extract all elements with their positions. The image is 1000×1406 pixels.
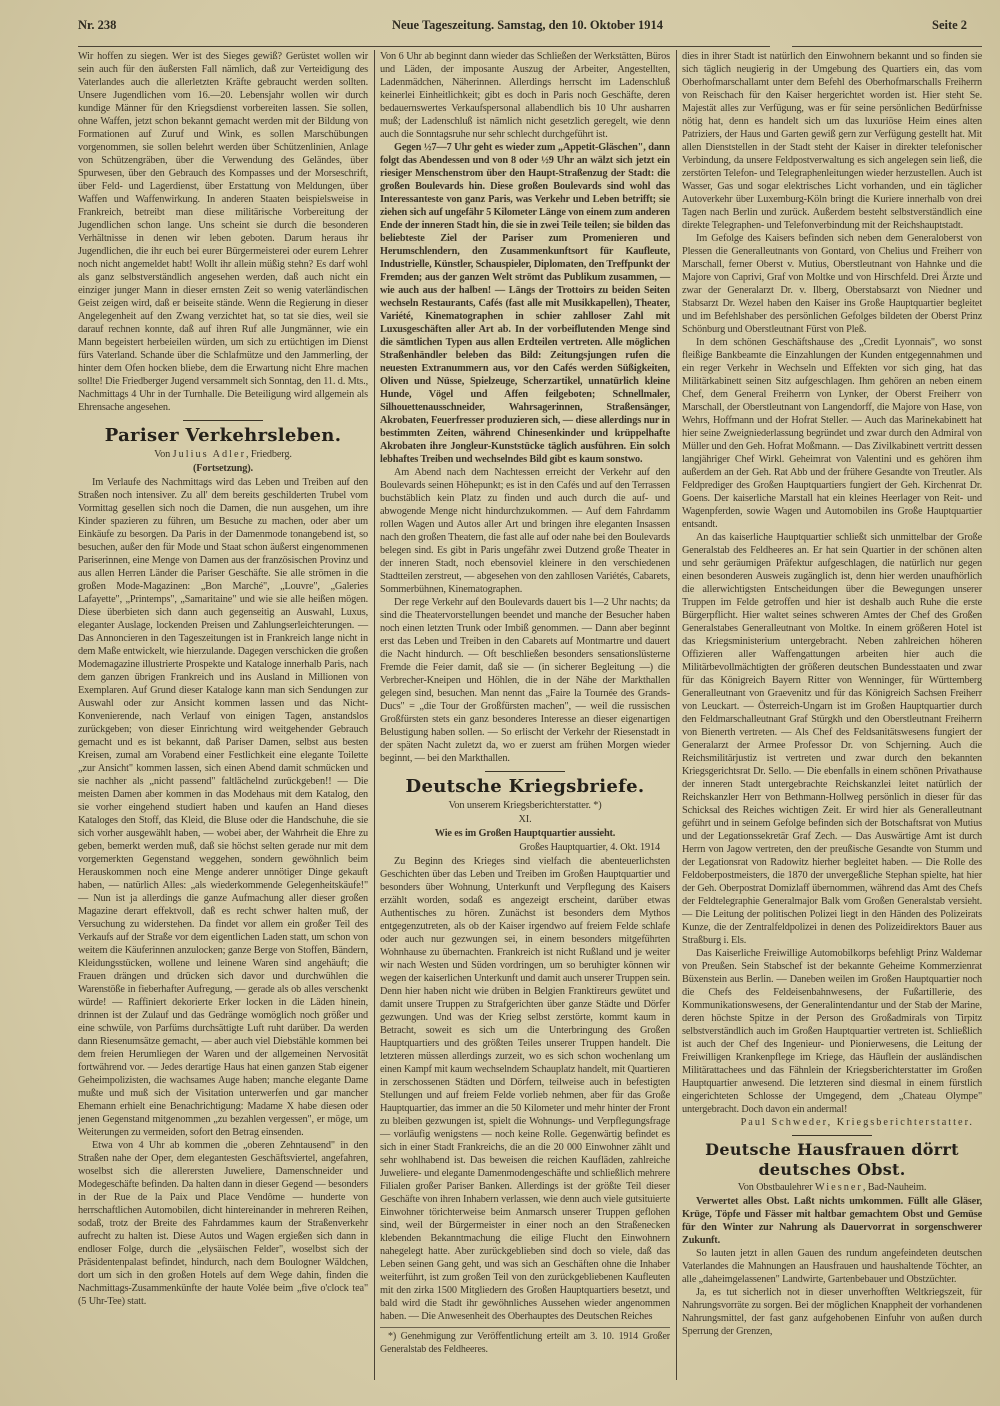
article-paragraph: Der rege Verkehr auf den Boulevards dauert bis 1—2 Uhr nachts; da sind die Theatervorstellungen beendet und manche der Besucher haben noch einen letzten Trunk oder Imbiß genommen. — Dann aber beginnt erst das Leben und Treiben in den Cabarets auf Montmartre und dauert die Nacht hindurch. — Oft beschließen besonders sensationslüsterne Fremde die Feier damit, daß sie — (in sicherer Begleitung —) die Verbrecher-Kneipen und Höhlen, die in der Nähe der Markthallen gelegen sind, besuchen. Man nennt das „Faire la Tournée des Grands-Ducs" = „die Tour der Großfürsten machen", — weil die russischen Großfürsten stets ein ganz besonderes Interesse an dieser eigenartigen Belustigung haben sollen. — So erlischt der Verkehr der Riesenstadt in der späten Nacht zuletzt da, wo er zuerst am frühen Morgen wieder beginnt, — bei den Markthallen. [380, 597, 670, 764]
article-paragraph: Gegen ½7—7 Uhr geht es wieder zum „Appetit-Gläschen", dann folgt das Abendessen und von 8 oder ½9 Uhr an wälzt sich jetzt ein riesiger Menschenstrom über den Haupt-Straßenzug der Stadt: die großen Boulevards hin. Diese großen Boulevards sind wohl das Interessanteste von ganz Paris, was Verkehr und Leben betrifft; sie ziehen sich auf ungefähr 5 Kilometer Länge von einem zum anderen Ende der inneren Stadt hin, die sie in zwei Teile teilen; sie bilden das beliebteste Ziel der Pariser zum Promenieren und Herumschlendern, den Zusammenkunftsort für Kaufleute, Industrielle, Künstler, Schauspieler, Diplomaten, den Treffpunkt der Fremden; aus der ganzen Welt strömt das Publikum zusammen, — wie auch aus der halben! — Längs der Trottoirs zu beiden Seiten wechseln Restaurants, Cafés (fast alle mit Musikkapellen), Theater, Variété, Kinematographen in schier zahlloser Zahl mit Luxusgeschäften aller Art ab. In der vorbeiflutenden Menge sind die sämtlichen Typen aus allen Erdteilen vertreten. Alle möglichen Straßenhändler beleben das Bild: Zeitungsjungen rufen die neuesten Extranummern aus, vor den Cafés werden Süßigkeiten, Oliven und Nüsse, Spielzeuge, Scherzartikel, unnatürlich kleine Hunde, Vögel und Affen feilgeboten; Schnellmaler, Silhouettenausschneider, Wahrsagerinnen, Straßensänger, Akrobaten, Feuerfresser produzieren sich, — diese allerdings nur in bestimmten Zeiten, während Chinesenkinder und krüppelhafte Akrobaten ihre Jongleur-Kunststücke täglich ausführen. Ein solch lebhaftes Treiben und wechselndes Bild gibt es kaum sonstwo. [380, 142, 670, 465]
dateline: Großes Hauptquartier, 4. Okt. 1914 [519, 842, 660, 853]
lead-paragraph: Verwertet alles Obst. Laßt nichts umkommen. Füllt alle Gläser, Krüge, Töpfe und Fässer mit haltbar gemachtem Obst und Gemüse für den Winter zur Nahrung als Dauervorrat in sorgenschwerer Zukunft. [682, 1196, 982, 1246]
article-paragraph: In dem schönen Geschäftshause des „Credit Lyonnais", wo sonst fleißige Bankbeamte die Einzahlungen der Kunden entgegennahmen und ein reger Verkehr in Wechseln und Effekten vor sich ging, hat das Militärkabinett seinen Sitz aufgeschlagen. Ihm gehören an neben einem Chef, dem General Freiherrn von Lynker, der Oberst Freiherr von Marschall, der Oberstleutnant von Langendorff, die Majore von Hase, von Wehrs, Hoffmann und der Hofrat Steller. — Auch das Marinekabinett hat hier seine Zweigniederlassung begründet und zwar durch den Admiral von Müller und den Geh. Hofrat Moßmann. — Das Zivilkabinett vertritt dessen langjähriger Chef Wirkl. Geheimrat von Valentini und es gehören ihm außerdem an der Geh. Rat Abb und der frühere Gesandte von Treutler. Als Feldprediger des Großen Hauptquartiers fungiert der Geh. Kirchenrat Dr. Goens. Der kaiserliche Marstall hat ein kleines Heerlager von Reit- und Wagenpferden, sowie Wagen und Automobilen ins Große Hauptquartier entsandt. [682, 337, 982, 530]
column-2 [380, 50, 670, 1356]
letter-number: XI. [518, 814, 532, 825]
column-3 [682, 50, 982, 1338]
continuation-note: (Fortsetzung). [193, 463, 253, 474]
author-name: Julius Adler [172, 449, 247, 460]
signature: Paul Schweder, Kriegsberichterstatter. [740, 1117, 974, 1128]
footnote: *) Genehmigung zur Veröffentlichung erteilt am 3. 10. 1914 Großer Generalstab des Feldheeres. [380, 1327, 670, 1356]
article-paragraph: An das kaiserliche Hauptquartier schließt sich unmittelbar der Große Generalstab des Feldheeres an. Er hat sein Quartier in der schönen alten und sehr geräumigen Präfektur aufgeschlagen, die natürlich nur gegen einen besonderen Ausweis zugänglich ist, denn hier werden unaufhörlich die allerwichtigsten Entscheidungen über die Bewegungen unserer Truppen im Felde getroffen und hier ist deshalb auch Ruhe die erste Bürgerpflicht. Hier waltet seines schweren Amtes der Chef des Großen Generalstabes Generalleutnant von Moltke. In einem größeren Hotel ist das Kriegsministerium untergebracht. Neben zahlreichen höheren Offizieren aller Waffengattungen arbeiten hier auch die Militärbevollmächtigten der größeren deutschen Bundesstaaten und zwar für das Königreich Bayern Ritter von Wenninger, für Württemberg Generalleutnant von Graevenitz und für das Königreich Sachsen Freiherr von Leuckart. — Österreich-Ungarn ist im Großen Hauptquartier durch den Feldmarschalleutnant Graf Stürgkh und den Oberstleutnant Freiherrn von Bienerth vertreten. — Als Chef des Feldsanitätswesens fungiert der Generalarzt der Armee Professor Dr. von Schjerning. Auch die Reichsmilitärjustiz ist vertreten und zwar durch den bekannten Kriegsgerichtsrat Dr. Sello. — Die ebenfalls in einem schönen Privathause der inneren Stadt untergebrachte Reichskanzlei leitet natürlich der Reichskanzler Herr von Bethmann-Hollweg persönlich in dieser für das Schicksal des Reiches wichtigen Zeit. Er wird hier als Generalleutnant geführt und in seinem Gefolge befinden sich der Botschaftsrat von Mutius und der Legationssekretär Graf Zech. — Das Auswärtige Amt ist durch Herrn von Jagow vertreten, den der preußische Gesandte von Stumm und der Legationsrat von Radowitz hierher begleitet haben. — Die Rolle des Feldoberpostmeisters, die 1870 der unvergeßliche Stephan spielte, hat hier der Geh. Oberpostrat Domizlaff übernommen, während das Amt des Chefs der Feldtelegraphie Generalmajor Balk vom Großen Generalstab versieht. — Die Leitung der politischen Polizei liegt in den Händen des Polizeirats Kunze, die der Zentralfeldpolizei in denen des Polizeidirektors Bauer aus Straßburg i. Els. [682, 532, 982, 946]
subtitle: Wie es im Großen Hauptquartier aussieht. [434, 828, 616, 839]
article-paragraph: Das Kaiserliche Freiwillige Automobilkorps befehligt Prinz Waldemar von Preußen. Sein Stabschef ist der bekannte Geheime Kommerzienrat Büxenstein aus Berlin. — Daneben weilen im Großen Hauptquartier noch die Chefs des Feldeisenbahnwesens, der Fußartillerie, des Kommunikationswesens, der Generalintendantur und der Stab der Marine, deren höchste Spitze in der Person des Großadmirals von Tirpitz selbstverständlich auch im Großen Hauptquartier vertreten ist. Schließlich ist auch der Chef des Ingenieur- und Pionierwesens, die Leitung der Freiwilligen Krankenpflege im Kriege, das Häuflein der ausländischen Militärattachees und das Fähnlein der Kriegsberichterstatter im Großen Hauptquartier anwesend. Die letzteren sind diesmal in einem fürstlich eingerichteten Schlosse der Umgegend, dem „Chateau Olympe" untergebracht. Doch davon ein andermal! [682, 948, 982, 1115]
byline: Von unserem Kriegsberichterstatter. *) [448, 800, 602, 811]
page-number: Seite 2 [932, 18, 968, 32]
byline [78, 448, 368, 461]
column-1 [78, 50, 368, 1308]
article-paragraph: Am Abend nach dem Nachtessen erreicht der Verkehr auf den Boulevards seinen Höhepunkt; es ist in den Cafés und auf den Terrassen buchstäblich kein Platz zu finden und auch durch die auf- und abwogende Menge nicht hindurchzukommen. — Auf dem Fahrdamm rollen Wagen und Autos aller Art und bringen ihre eleganten Insassen nach den großen Theatern, die fast alle auf oder nahe bei den Boulevards belegen sind. Es gibt in Paris ungefähr zwei Dutzend große Theater in der inneren Stadt, noch ebensoviel kleinere in den verschiedenen Stadtteilen zerstreut, — abgesehen von den zahllosen Variétés, Cabarets, Sommerbühnen, Kinematographen. [380, 467, 670, 595]
issue-number: Nr. 238 [78, 18, 117, 32]
byline-prefix: Von [154, 449, 171, 460]
column-divider [374, 50, 375, 1380]
column-divider [676, 50, 677, 1380]
byline [682, 1181, 982, 1194]
article-paragraph: Etwa von 4 Uhr ab kommen die „oberen Zehntausend" in den Straßen nahe der Oper, dem elegantesten Geschäftsviertel, angefahren, woselbst sich die allerersten Juweliere, Damenschneider und Modegeschäfte befinden. Da halten dann in dieser Gegend — besonders in der Rue de la Paix und Place Vendôme — hunderte von herrschaftlichen Automobilen, dicht hintereinander in mehreren Reihen, sodaß, trotz der Breite des Fahrdammes kaum der Straßenverkehr aufrecht zu halten ist. Diese Autos und Wagen ergießen sich dann in endloser Folge, durch die „elysäischen Felder", woselbst sich der Präsidentenpalast befindet, hindurch, nach dem Boulogner Wäldchen, dort um sich in den großen Hotels auf dem Wege dahin, finden die Nachmittags-Zusammenkünfte der haute Volée beim „five o'clock tea" (5 Uhr-Tee) statt. [78, 1140, 368, 1307]
article-paragraph: Ja, es tut sicherlich not in dieser unverhofften Weltkriegszeit, für Nahrungsvorräte zu sorgen. Bei der möglichen Knappheit der vorhandenen Nahrungsmittel, der fast ganz aufgehobenen Einfuhr von außen durch Sperrung der Grenzen, [682, 1287, 982, 1337]
headline-pariser-verkehrsleben: Pariser Verkehrsleben. [104, 425, 342, 446]
headline-deutsche-hausfrauen: Deutsche Hausfrauen dörrt deutsches Obst. [705, 1140, 959, 1179]
byline-prefix: Von Obstbaulehrer [737, 1182, 813, 1193]
author-place: , Friedberg. [246, 449, 292, 460]
author-place: , Bad-Nauheim. [862, 1182, 927, 1193]
masthead-title: Neue Tageszeitung. Samstag, den 10. Oktober 1914 [392, 18, 663, 32]
article-paragraph: So lauten jetzt in allen Gauen des rundum angefeindeten deutschen Vaterlandes die Mahnungen an Hausfrauen und haushaltende Töchter, an alle „daheimgelassenen" Landwirte, Gartenbebauer und Obstzüchter. [682, 1248, 982, 1285]
article-separator [792, 1135, 872, 1136]
intro-paragraph: Wir hoffen zu siegen. Wer ist des Sieges gewiß? Gerüstet wollen wir sein auch für den äußersten Fall nämlich, daß zur Verteidigung des Vaterlandes auch die allerletzten Kräfte gebraucht werden sollten. Unsere Jugendlichen vom 16.—20. Lebensjahr wollen wir durch kundige Männer für den Kriegsdienst vorbereiten lassen. Sie sollen, ohne Waffen, jetzt schon bekannt gemacht werden mit der Bildung von Formationen auf Zuruf und Wink, es sollen Marschübungen vorgenommen, sie sollen belehrt werden über Schützenlinien, Anlage von Schützengräben, über die Verwendung des Geländes, über Spurwesen, über den Gebrauch des Kompasses und der Morseschrift, über Feld- und Lagerdienst, über Erstattung von Meldungen, über Waffen und Waffenwirkung. In anderen Staaten beispielsweise in Frankreich, betreibt man diese militärische Vorbereitung der Jugendlichen schon lange. Uns scheint sie durch die besonderen Verhältnisse in denen wir leben geboten. Darum heraus ihr Jugendlichen, die ihr euch bei eurer Bürgermeisterei oder eurem Lehrer noch nicht angemeldet habt! Wollt ihr allein müßig stehn? Es darf wohl als ganz selbstverständlich angesehen werden, daß auch nicht ein einziger junger Mann in dieser ernsten Zeit so wenig vaterländischen Geist zeigen wird, daß er beiseite stände. Wenn die Regierung in dieser Angelegenheit auf den Zwang verzichtet hat, so tat sie dies, weil sie darauf rechnen konnte, daß auf ihren Ruf alle Jungmänner, wie ein Mann begeistert herbeieilen würden, um sich zu ertüchtigen im Dienst fürs Vaterland. Schande über die Schlafmütze und den Jammerling, der hinter dem Ofen hocken bliebe, dem die Erwartung nicht Ehre machen sollte! Die Friedberger Jugend versammelt sich Sonntag, den 11. d. Mts., Nachmittags 4 Uhr in der Turnhalle. Die Beteiligung wird allgemein als Ehrensache angesehen. [78, 51, 368, 413]
article-paragraph: Im Gefolge des Kaisers befinden sich neben dem Generaloberst von Plessen die Generalleutnants von Gontard, von Chelius und Freiherr von Marschall, ferner Oberst v. Mutius, Oberstleutnant von Hahnke und die Majore von Caprivi, Graf von Moltke und von Hirschfeld. Drei Ärzte und zwar der Generalarzt Dr. v. Ilberg, Oberstabsarzt von Niedner und Stabsarzt Dr. Wezel haben den Kaiser ins Große Hauptquartier begleitet und im Befehlshaber des persönlichen Gefolges bildeten der Oberst Prinz Schönburg und Oberstleutnant Fürst von Pleß. [682, 233, 982, 335]
article-separator [183, 420, 263, 421]
header-rule-right [792, 46, 982, 47]
headline-deutsche-kriegsbriefe: Deutsche Kriegsbriefe. [405, 776, 645, 797]
header-rule [78, 46, 770, 47]
article-paragraph: Zu Beginn des Krieges sind vielfach die abenteuerlichsten Geschichten über das Leben und Treiben im Großen Hauptquartier und besonders über Wohnung, Unterkunft und Verpflegung des Kaisers erzählt worden, sodaß es angezeigt erscheint, darüber etwas Authentisches zu hören. Zunächst ist besonders dem Mythos entgegenzutreten, als ob der Kaiser irgendwo auf freiem Felde schlafe oder auch nur gezwungen sei, in einem besonders mitgeführten Wohnhause zu übernachten. Frankreich ist nicht Rußland und je weiter wir nach Westen und Süden vordringen, um so beruhigter können wir wegen der kaiserlichen Unterkunft und damit auch unserer Truppen sein. Denn hier haben nicht wie drüben in Belgien Franktireurs gewütet und damit unsere Truppen zu Strafgerichten über ganze Städte und Dörfer gezwungen. Und was der Krieg selbst zerstörte, kommt kaum in Betracht, soweit es sich um die Unterbringung des Großen Hauptquartiers und des größten Teiles unserer Truppen handelt. Die letzteren müssen allerdings zurzeit, wo es sich schon wochenlang um einen Kampf mit kaum wechselndem Schauplatz handelt, mit Quartieren in zerschossenen Städten und Dörfern, teilweise auch in befestigten Stellungen und auf freiem Felde vorlieb nehmen, aber für das Große Hauptquartier, das immer an die 50 Kilometer und mehr hinter der Front zu bleiben gezwungen ist, spielt die Wohnungs- und Verpflegungsfrage — vorläufig wenigstens — noch keine Rolle. Gegenwärtig befindet es sich in einer Stadt Frankreichs, die an die 20 000 Einwohner zählt und sehr wohlhabend ist. Das beweisen die reichen Kaufläden, zahlreiche Juweliere- und elegante Damenmodengeschäfte und schließlich mehrere Filialen großer Pariser Banken. Allerdings ist der größte Teil dieser Geschäfte von ihren Inhabern verlassen, wie denn auch viele gutsituierte Einwohner törichterweise beim Anmarsch unserer Truppen geflohen sind, weil der Bürgermeister in einer noch an den Straßenecken klebenden Bekanntmachung die eilige Flucht den Einwohnern nahegelegt hatte. Aber zurückgeblieben sind doch so viele, daß das Leben seinen Gang geht, und was sich an Geschäften ohne die Inhaber weiterführt, ist zum großen Teil von den zurückgebliebenen Kaufleuten mit den zirka 1500 Mitgliedern des Großen Hauptquartiers besetzt, und bald wird die Stadt ihr gewöhnliches Aussehen wieder angenommen haben. — Die Anwesenheit des Oberhauptes des Deutschen Reiches [380, 856, 670, 1322]
article-paragraph: Von 6 Uhr ab beginnt dann wieder das Schließen der Werkstätten, Büros und Läden, der imposante Auszug der Arbeiter, Angestellten, Ladenmädchen, Näherinnen. Allerdings herrscht im Ladenschluß keinerlei Einheitlichkeit; gibt es doch in Paris noch Geschäfte, deren bedauernswertes Verkaufspersonal allabendlich bis 10 Uhr ausharren muß; der Ladenschluß ist nämlich nicht gesetzlich geregelt, wie denn auch die Sonntagsruhe nur sehr schlecht durchgeführt ist. [380, 51, 670, 140]
article-paragraph: Im Verlaufe des Nachmittags wird das Leben und Treiben auf den Straßen noch intensiver. Zu all' dem bereits geschilderten Trubel vom Vormittag gesellen sich noch die Damen, die nun ausgehen, um ihre Kinder spazieren zu führen, um Besuche zu machen, oder aber um Einkäufe zu besorgen. Da Paris in der Damenmode tonangebend ist, so besuchen, außer den für Mode und Staat schon äußerst eingenommenen Pariserinnen, eine Menge von Damen aus der französischen Provinz und aus allen Herren Länder die Pariser Geschäfte. Sie alle strömen in die großen Mode-Magazinen: „Bon Marché", „Louvre", „Galeries Lafayette", „Printemps", „Samaritaine" und wie sie alle heißen mögen. Diese überbieten sich dann auch gegenseitig an Auswahl, Luxus, eleganter Auslage, lockenden Preisen und Zahlungserleichterungen. — Das Annoncieren in den Tageszeitungen ist in Frankreich lange nicht in dem Maße entwickelt, wie hierzulande. Dagegen verschicken die großen Modemagazine illustrierte Prospekte und Kataloge innerhalb Paris, nach dem ganzen übrigen Frankreich und ins Ausland in Millionen von Exemplaren. Auf Grund dieser Kataloge kann man sich Sendungen zur Auswahl oder zur Ansicht kommen lassen und das Nicht-Konvenierende, nach Verlauf von einigen Tagen, anstandslos zurückgeben; von dieser Einrichtung wird weitgehender Gebrauch gemacht und es ist bekannt, daß Pariser Damen, selbst aus besten Kreisen, zumal am Vorabend einer Festlichkeit eine elegante Toilette „zur Ansicht" kommen lassen, sich einen Abend damit schmücken und sie nachher als „nicht passend" faltlächelnd zurückgeben!! — Die meisten Damen aber kommen in das Modehaus mit dem Katalog, den sie vorher eingehend studiert haben und kaufen an Hand dieses Kataloges den Stoff, das Kleid, die Bluse oder die Handschuhe, die sie sich vorher ausgewählt haben, — wobei aber, der Wahrheit die Ehre zu geben, bemerkt werden muß, daß sie höchst selten gerade nur mit dem vorgemerkten Gegenstand weggehen, sondern gewöhnlich beim Herauskommen noch eine Menge anderer unnötiger Dinge gekauft haben, — natürlich Alles: „als wiederkommende Gelegenheitskäufe!" — Nun ist ja allerdings die ganze Aufmachung aller dieser großen Magazine derart effektvoll, daß es recht schwer halten muß, der Versuchung zu widerstehen. Da findet vor allem ein großer Teil des Verkaufs auf der Straße vor dem eigentlichen Laden statt, um schon von weitem die Käuferinnen anzulocken; ganze Berge von Stoffen, Bändern, Kleidungsstücken, wollene und leinene Waren sind angehäuft; die Frauen drängen und drücken sich davor und durchwühlen die Warenstöße in fieberhafter Aufregung, — gerade als ob alles verschenkt würde! — Raffiniert dekorierte Erker locken in die Läden hinein, drinnen ist der Zulauf und das Gedränge womöglich noch größer und eine schwüle, von Parfüms durchsättigte Luft ruht darüber. Da werden dann Riesenumsätze gemacht, — aber auch viel Diebstähle kommen bei dem freien Herumliegen der Waren und der allgemeinen Nervosität fortwährend vor. — Jedes derartige Haus hat einen ganzen Stab eigener Geheimpolizisten, die wachsames Auge haben; manche elegante Dame mußte und muß sich der Visitation unterwerfen und gar mancher Ehemann erhielt eine Benachrichtigung: Madame X habe diesen oder jenen Gegenstand mitgenommen „zu bezahlen vergessen", er möge, um Weiterungen zu vermeiden, sofort den Betrag einsenden. [78, 477, 368, 1138]
author-name: Wiesner [814, 1182, 863, 1193]
article-paragraph: dies in ihrer Stadt ist natürlich den Einwohnern bekannt und so finden sie sich täglich neugierig in der Umgebung des Quartiers ein, das vom Oberhofmarschallamt unter dem Befehl des Oberhofmarschalls Freiherrn von Reischach für den Kaiser hergerichtet worden ist. Hier steht Se. Majestät alles zur Verfügung, was er für seine persönlichen Bedürfnisse nötig hat, denn es handelt sich um das luxuriöse Heim eines alten Patriziers, der Haus und Garten gewiß gern zur Verfügung gestellt hat. Mit allen Dienststellen in der Stadt steht der Kaiser in direkter telefonischer Verbindung, da unsere Feldpostverwaltung es sich angelegen sein ließ, die zerstörten Telefon- und Telegraphenleitungen wieder herzustellen. Auch ist Wasser, Gas und sogar elektrisches Licht vorhanden, und ein täglicher Autoverkehr über Luxemburg-Köln bringt die Kuriere innerhalb von drei Tagen nach Berlin und zurück. Außerdem besteht selbstverständlich eine direkte Telegraphen- und Telefonverbindung mit der Reichshauptstadt. [682, 51, 982, 231]
article-separator [485, 771, 565, 772]
